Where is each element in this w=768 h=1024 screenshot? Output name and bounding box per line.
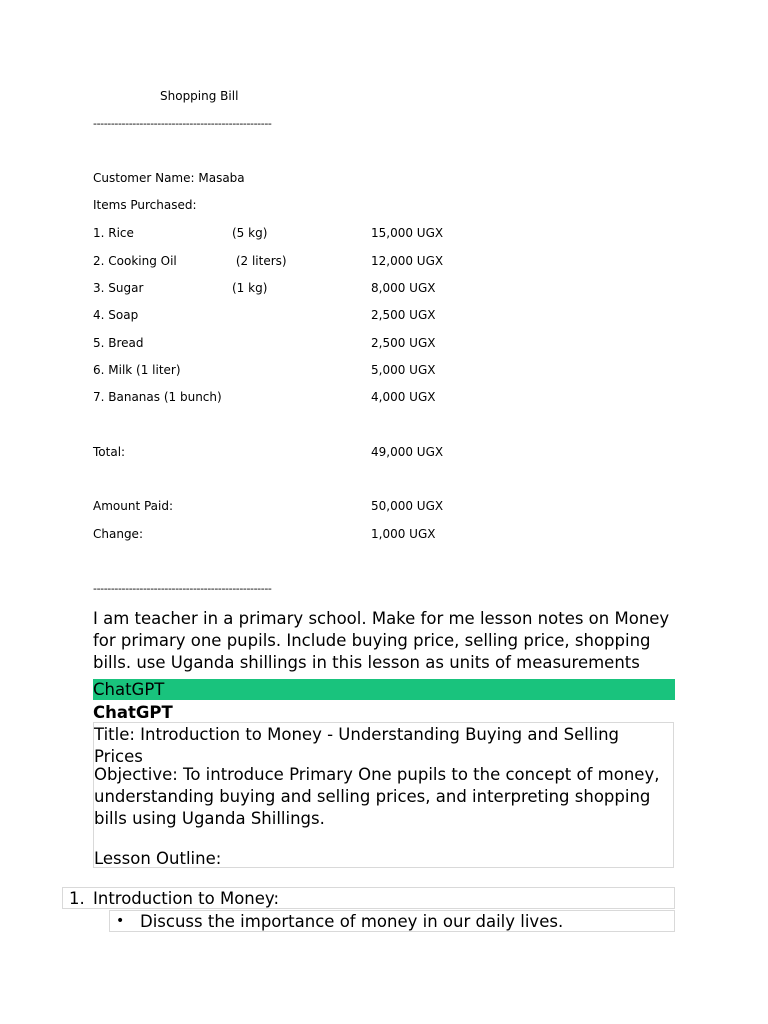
item-price: 2,500 UGX bbox=[371, 336, 436, 350]
item-name: 7. Bananas (1 bunch) bbox=[93, 390, 222, 404]
amount-paid-value: 50,000 UGX bbox=[371, 499, 444, 513]
item-name: 2. Cooking Oil bbox=[93, 254, 177, 268]
total-value: 49,000 UGX bbox=[371, 445, 444, 459]
item-qty: (2 liters) bbox=[232, 254, 287, 268]
list-item bbox=[62, 887, 675, 909]
item-price: 5,000 UGX bbox=[371, 363, 436, 377]
items-heading: Items Purchased: bbox=[93, 198, 197, 212]
item-price: 15,000 UGX bbox=[371, 226, 444, 240]
item-name: 4. Soap bbox=[93, 308, 139, 322]
item-price: 12,000 UGX bbox=[371, 254, 444, 268]
change-value: 1,000 UGX bbox=[371, 527, 436, 541]
item-name: 3. Sugar bbox=[93, 281, 144, 295]
change-label: Change: bbox=[93, 527, 143, 541]
customer-name: Customer Name: Masaba bbox=[93, 171, 245, 185]
item-qty: (5 kg) bbox=[232, 226, 268, 240]
item-name: 6. Milk (1 liter) bbox=[93, 363, 181, 377]
item-name: 1. Rice bbox=[93, 226, 134, 240]
sub-list-item-text: Discuss the importance of money in our daily lives. bbox=[140, 912, 564, 931]
bullet-icon: • bbox=[116, 913, 125, 929]
sub-list-item bbox=[109, 910, 675, 932]
chatgpt-header-bar bbox=[93, 679, 675, 700]
chatgpt-author-label: ChatGPT bbox=[93, 703, 173, 722]
list-item-text: Introduction to Money: bbox=[93, 889, 280, 908]
amount-paid-label: Amount Paid: bbox=[93, 499, 174, 513]
response-outline-heading: Lesson Outline: bbox=[94, 849, 222, 868]
list-number: 1. bbox=[69, 889, 85, 908]
response-box bbox=[93, 722, 674, 868]
total-label: Total: bbox=[93, 445, 126, 459]
user-prompt: I am teacher in a primary school. Make for me lesson notes on Money for primary one pupils. Include buying price, selling price, shopping bills. use Uganda shillings in this lesson as units of measurements bbox=[93, 609, 670, 672]
item-price: 2,500 UGX bbox=[371, 308, 436, 322]
response-title: Title: Introduction to Money - Understanding Buying and Selling Prices bbox=[94, 725, 619, 766]
bill-title: Shopping Bill bbox=[160, 89, 239, 103]
item-name: 5. Bread bbox=[93, 336, 144, 350]
item-price: 8,000 UGX bbox=[371, 281, 436, 295]
divider-top: -------------------------------------------------- bbox=[93, 117, 272, 130]
divider-bottom: -------------------------------------------------- bbox=[93, 582, 272, 595]
chatgpt-bar-label: ChatGPT bbox=[93, 680, 165, 699]
item-qty: (1 kg) bbox=[232, 281, 268, 295]
item-price: 4,000 UGX bbox=[371, 390, 436, 404]
response-objective: Objective: To introduce Primary One pupils to the concept of money, understanding buying and selling prices, and interpreting shopping bills using Uganda Shillings. bbox=[94, 765, 660, 828]
